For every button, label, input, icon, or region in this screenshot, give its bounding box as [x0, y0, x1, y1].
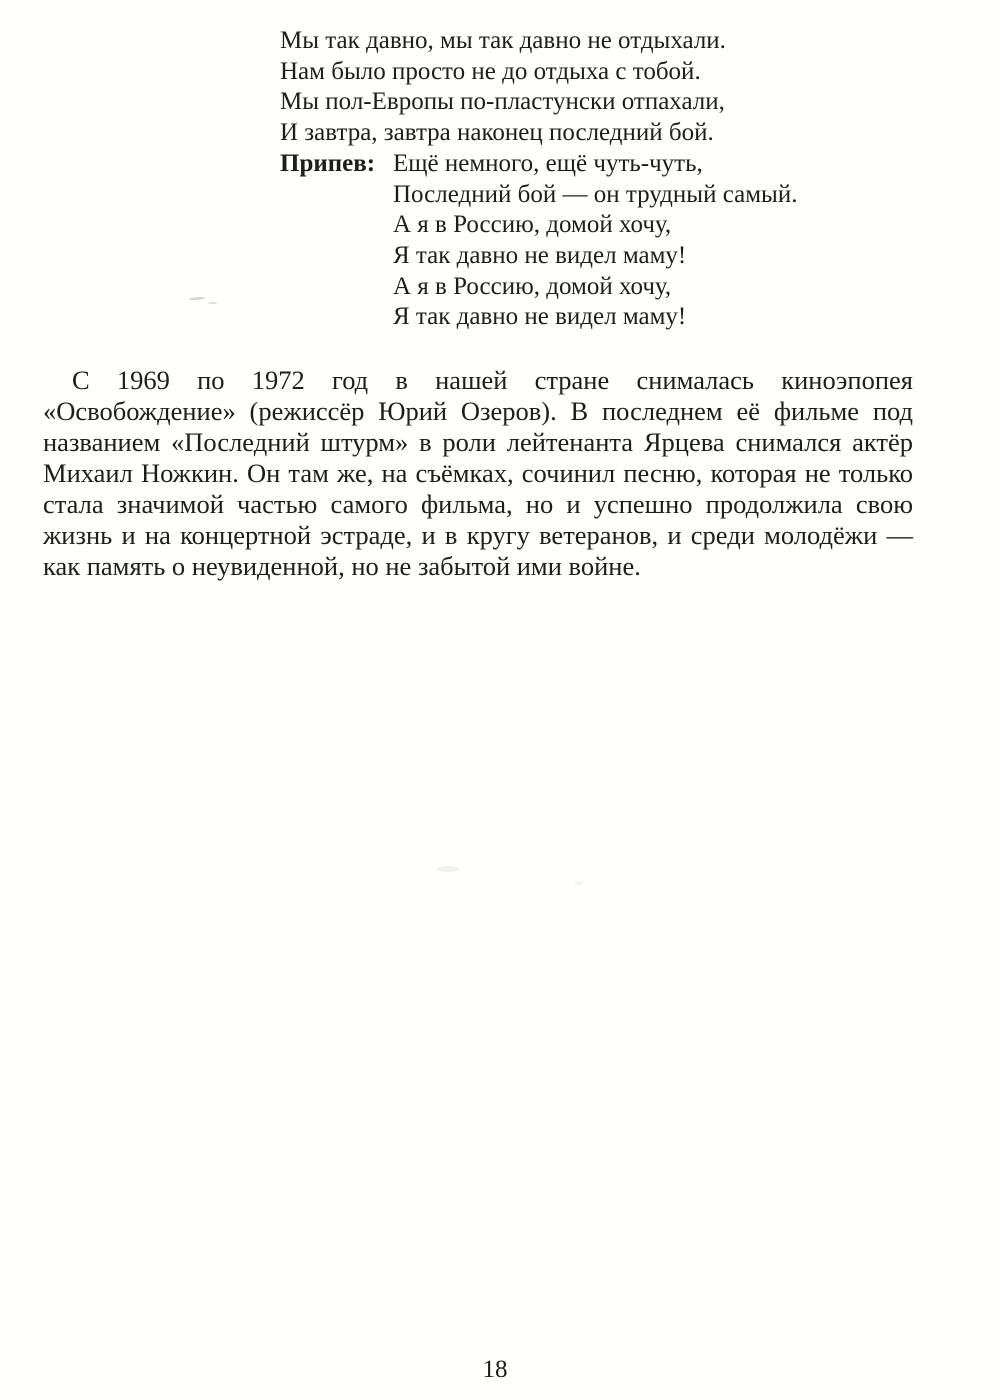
chorus-label: Припев:	[280, 149, 376, 177]
commentary-paragraph: С 1969 по 1972 год в нашей стране снималась киноэпопея «Освобождение» (режиссёр Юрий Озеров). В последнем её фильме под названием «Последний штурм» в роли лейтенанта Ярцева снимался актёр Михаил Ножкин. Он там же, на съёмках, сочинил песню, которая не только стала значимой частью самого фильма, но и успешно продолжила свою жизнь и на концертной эстраде, и в кругу ветеранов, и среди молодёжи — как память о неувиденной, но не забытой ими войне.	[43, 365, 913, 581]
page-number: 18	[482, 1356, 508, 1383]
scan-artifact-smudge	[575, 881, 583, 885]
verse-line: Мы пол-Европы по-пластунски отпахали,	[280, 88, 725, 116]
chorus-line: А я в Россию, домой хочу,	[393, 211, 672, 239]
verse-line: И завтра, завтра наконец последний бой.	[280, 119, 714, 147]
scan-artifact-smudge	[189, 296, 205, 300]
chorus-line: А я в Россию, домой хочу,	[393, 272, 672, 300]
verse-block	[280, 26, 797, 149]
chorus-line: Последний бой — он трудный самый.	[393, 180, 798, 208]
chorus-line: Ещё немного, ещё чуть-чуть,	[393, 149, 703, 177]
scan-artifact-smudge	[437, 866, 459, 872]
chorus-block	[280, 149, 797, 333]
chorus-line: Я так давно не видел маму!	[393, 241, 687, 269]
chorus-line: Я так давно не видел маму!	[393, 303, 687, 331]
scan-artifact-smudge	[208, 302, 217, 304]
verse-line: Мы так давно, мы так давно не отдыхали.	[280, 27, 726, 54]
verse-line: Нам было просто не до отдыха с тобой.	[280, 57, 701, 85]
song-lyrics-block	[280, 26, 797, 333]
chorus-lines	[393, 149, 797, 333]
